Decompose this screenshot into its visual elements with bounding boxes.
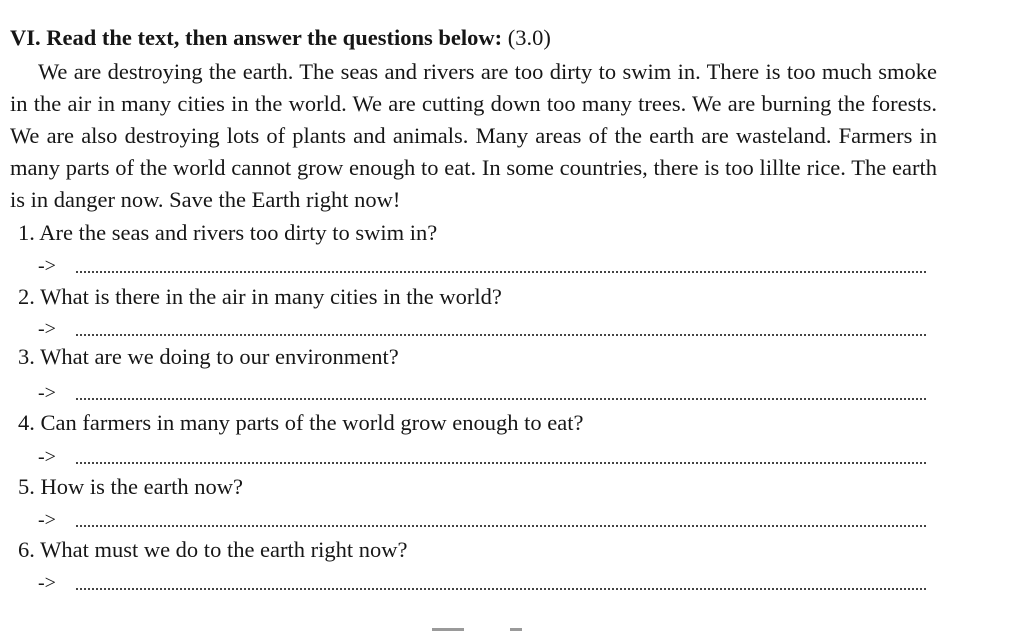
answer-line-5[interactable] [38,507,926,533]
question-1: 1. Are the seas and rivers too dirty to swim in? [18,220,438,245]
section-heading [10,22,551,54]
reading-passage: We are destroying the earth. The seas and rivers are too dirty to swim in. There is too much smoke in the air in many cities in the world. We are cutting down too many trees. We are burning the forests. We are also destroying lots of plants and animals. Many areas of the earth are wasteland. Farmers in many parts of the world cannot grow enough to eat. In some countries, there is too lillte rice. The earth is in danger now. Save the Earth right now! [10,59,937,212]
answer-dotted-line-6 [76,588,926,590]
question-4: 4. Can farmers in many parts of the world grow enough to eat? [18,410,584,435]
answer-arrow-3: -> [38,382,56,404]
cropped-text-fragment [510,628,522,631]
answer-dotted-line-1 [76,271,926,273]
cropped-text-fragment [432,628,464,631]
answer-dotted-line-5 [76,525,926,527]
answer-dotted-line-4 [76,462,926,464]
answer-line-3[interactable] [38,380,926,406]
answer-line-1[interactable] [38,253,926,279]
question-6: 6. What must we do to the earth right now? [18,537,408,562]
answer-arrow-6: -> [38,572,56,594]
answer-line-2[interactable] [38,316,926,342]
answer-line-4[interactable] [38,444,926,470]
answer-dotted-line-3 [76,398,926,400]
section-heading-title: VI. Read the text, then answer the questions below: [10,25,503,50]
answer-arrow-5: -> [38,509,56,531]
question-5: 5. How is the earth now? [18,474,243,499]
answer-line-6[interactable] [38,570,926,596]
question-3: 3. What are we doing to our environment? [18,344,399,369]
answer-arrow-1: -> [38,255,56,277]
question-2: 2. What is there in the air in many cities in the world? [18,284,502,309]
section-heading-points: (3.0) [507,25,551,50]
answer-dotted-line-2 [76,334,926,336]
answer-arrow-2: -> [38,318,56,340]
answer-arrow-4: -> [38,446,56,468]
